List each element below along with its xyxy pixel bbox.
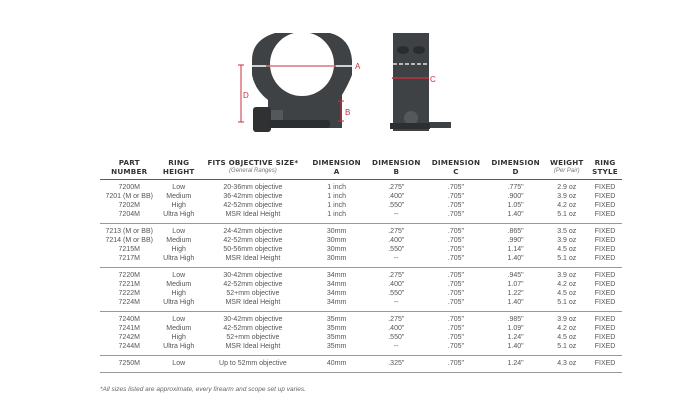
table-cell: Low: [172, 184, 186, 191]
table-cell: .705": [447, 272, 464, 279]
table-cell: --: [366, 342, 426, 356]
table-cell: High: [171, 334, 186, 341]
table-cell: 5.1 oz: [545, 342, 588, 356]
table-cell: FIXED: [594, 228, 616, 235]
table-cell: 3.9 oz: [557, 193, 577, 200]
table-cell: 3.9 oz: [557, 316, 577, 323]
table-cell: 3.5 oz: [557, 228, 577, 235]
table-cell: .275": [388, 228, 405, 235]
table-cell: FIXED: [594, 272, 616, 279]
table-row: [100, 312, 622, 325]
table-cell: Ultra High: [158, 210, 198, 224]
table-cell: 1.09": [507, 325, 524, 332]
table-cell: .705": [426, 254, 486, 268]
table-row: [100, 245, 622, 254]
table-cell: 4.5 oz: [557, 334, 577, 341]
table-cell: 4.2 oz: [557, 202, 577, 209]
table-cell: 35mm: [326, 334, 347, 341]
table-cell: Ultra High: [158, 342, 198, 356]
table-cell: .275": [388, 272, 405, 279]
table-cell: .400": [388, 325, 405, 332]
table-cell: 30mm: [307, 254, 367, 268]
table-cell: 1.40": [486, 254, 546, 268]
table-cell: 7215M: [118, 246, 140, 253]
table-cell: .705": [426, 210, 486, 224]
table-cell: 5.1 oz: [545, 254, 588, 268]
table-cell: FIXED: [588, 210, 622, 224]
table-cell: 36-42mm objective: [223, 193, 283, 200]
table-cell: High: [171, 246, 186, 253]
table-cell: 30-42mm objective: [223, 316, 283, 323]
table-cell: 7217M: [100, 254, 158, 268]
table-row: [100, 342, 622, 356]
table-header-row: [100, 158, 622, 180]
table-cell: Up to 52mm objective: [199, 356, 307, 373]
table-cell: .705": [447, 202, 464, 209]
col-part-number: PART NUMBER: [100, 158, 158, 180]
table-cell: .550": [388, 202, 405, 209]
front-view-ring: [238, 32, 361, 132]
table-cell: FIXED: [594, 184, 616, 191]
table-cell: FIXED: [594, 193, 616, 200]
table-cell: Medium: [166, 193, 192, 200]
table-cell: 4.2 oz: [557, 325, 577, 332]
table-cell: FIXED: [588, 342, 622, 356]
side-view-ring: [390, 33, 451, 131]
col-ring-height: RING HEIGHT: [158, 158, 198, 180]
table-cell: 2.9 oz: [557, 184, 577, 191]
table-cell: FIXED: [594, 246, 616, 253]
table-cell: .705": [447, 193, 464, 200]
table-cell: .705": [426, 356, 486, 373]
table-cell: 7244M: [100, 342, 158, 356]
table-cell: 7241M: [118, 325, 140, 332]
table-cell: --: [366, 210, 426, 224]
table-cell: FIXED: [594, 202, 616, 209]
table-cell: MSR Ideal Height: [199, 298, 307, 312]
table-cell: .705": [447, 184, 464, 191]
table-cell: .705": [426, 342, 486, 356]
table-cell: Low: [172, 272, 186, 279]
table-cell: 1.24": [486, 356, 546, 373]
table-cell: 1.14": [507, 246, 524, 253]
table-cell: 3.9 oz: [557, 272, 577, 279]
table-row: [100, 356, 622, 373]
table-cell: 7240M: [118, 316, 140, 323]
table-cell: 1.40": [486, 298, 546, 312]
svg-text:D: D: [243, 91, 249, 100]
table-row: [100, 333, 622, 342]
scope-ring-illustration: [0, 0, 700, 150]
table-cell: Medium: [166, 281, 192, 288]
table-cell: 35mm: [326, 325, 347, 332]
table-cell: 7213 (M or BB): [105, 228, 153, 235]
table-cell: 4.5 oz: [557, 290, 577, 297]
table-cell: .705": [447, 334, 464, 341]
table-row: [100, 180, 622, 193]
table-cell: 1.40": [486, 210, 546, 224]
col-ring-style: RING STYLE: [588, 158, 622, 180]
table-row: [100, 201, 622, 210]
table-cell: 7221M: [118, 281, 140, 288]
table-cell: .990": [507, 237, 524, 244]
table-cell: .985": [507, 316, 524, 323]
table-cell: MSR Ideal Height: [199, 254, 307, 268]
table-cell: 30mm: [326, 237, 347, 244]
table-cell: 42-52mm objective: [223, 202, 283, 209]
table-cell: .550": [388, 334, 405, 341]
table-cell: 1 inch: [327, 184, 346, 191]
table-cell: 1.05": [507, 202, 524, 209]
table-cell: 30mm: [326, 246, 347, 253]
table-cell: 30mm: [326, 228, 347, 235]
col-weight: WEIGHT (Per Pair): [545, 158, 588, 180]
table-cell: 7204M: [100, 210, 158, 224]
table-cell: FIXED: [588, 356, 622, 373]
table-row: [100, 192, 622, 201]
table-cell: .705": [447, 246, 464, 253]
table-cell: 40mm: [307, 356, 367, 373]
table-cell: 52+mm objective: [226, 290, 280, 297]
table-cell: FIXED: [594, 334, 616, 341]
table-cell: Ultra High: [158, 254, 198, 268]
table-cell: 7220M: [118, 272, 140, 279]
table-cell: Low: [172, 316, 186, 323]
table-row: [100, 210, 622, 224]
table-cell: FIXED: [588, 298, 622, 312]
table-cell: 7224M: [100, 298, 158, 312]
table-cell: 42-52mm objective: [223, 237, 283, 244]
table-cell: .900": [507, 193, 524, 200]
ring-diagrams: [0, 0, 700, 150]
table-cell: 7200M: [118, 184, 140, 191]
table-cell: .705": [447, 281, 464, 288]
table-cell: .705": [447, 325, 464, 332]
table-cell: 30-42mm objective: [223, 272, 283, 279]
table-cell: FIXED: [594, 316, 616, 323]
table-cell: 24-42mm objective: [223, 228, 283, 235]
table-cell: 7201 (M or BB): [105, 193, 153, 200]
table-cell: FIXED: [594, 290, 616, 297]
table-cell: FIXED: [588, 254, 622, 268]
table-cell: 35mm: [307, 342, 367, 356]
col-dimension-b: DIMENSION B: [366, 158, 426, 180]
table-cell: Medium: [166, 325, 192, 332]
table-row: [100, 298, 622, 312]
table-cell: .705": [447, 290, 464, 297]
table-cell: --: [366, 298, 426, 312]
table-cell: 34mm: [326, 272, 347, 279]
table-row: [100, 224, 622, 237]
table-row: [100, 268, 622, 281]
table-row: [100, 254, 622, 268]
table-cell: .400": [388, 281, 405, 288]
table-row: [100, 280, 622, 289]
table-cell: Ultra High: [158, 298, 198, 312]
table-cell: 50-56mm objective: [223, 246, 283, 253]
table-cell: .400": [388, 193, 405, 200]
table-cell: 1.40": [486, 342, 546, 356]
svg-text:C: C: [430, 75, 436, 84]
table-row: [100, 236, 622, 245]
table-cell: 1.22": [507, 290, 524, 297]
table-cell: 20-36mm objective: [223, 184, 283, 191]
table-cell: 42-52mm objective: [223, 281, 283, 288]
table-row: [100, 289, 622, 298]
table-cell: 7222M: [118, 290, 140, 297]
table-cell: High: [171, 290, 186, 297]
svg-text:B: B: [345, 108, 351, 117]
table-cell: Low: [158, 356, 198, 373]
table-cell: .550": [388, 290, 405, 297]
table-cell: --: [366, 254, 426, 268]
table-cell: 34mm: [307, 298, 367, 312]
table-cell: .775": [507, 184, 524, 191]
table-cell: .705": [447, 237, 464, 244]
table-cell: 7242M: [118, 334, 140, 341]
table-cell: .945": [507, 272, 524, 279]
table-cell: 34mm: [326, 281, 347, 288]
table-cell: High: [171, 202, 186, 209]
table-cell: 3.9 oz: [557, 237, 577, 244]
footnote: *All sizes listed are approximate, every firearm and scope set up varies.: [100, 386, 306, 393]
table-cell: .550": [388, 246, 405, 253]
table-cell: FIXED: [594, 237, 616, 244]
table-cell: .705": [426, 298, 486, 312]
table-cell: .865": [507, 228, 524, 235]
table-cell: 4.3 oz: [545, 356, 588, 373]
table-cell: 34mm: [326, 290, 347, 297]
table-cell: 1.24": [507, 334, 524, 341]
table-cell: .275": [388, 316, 405, 323]
table-cell: 4.5 oz: [557, 246, 577, 253]
table-cell: 7250M: [100, 356, 158, 373]
table-cell: .705": [447, 316, 464, 323]
table-cell: 5.1 oz: [545, 298, 588, 312]
table-body: [100, 180, 622, 373]
table-cell: MSR Ideal Height: [199, 210, 307, 224]
svg-text:A: A: [355, 62, 361, 71]
col-dimension-d: DIMENSION D: [486, 158, 546, 180]
col-dimension-a: DIMENSION A: [307, 158, 367, 180]
table-cell: Low: [172, 228, 186, 235]
table-cell: 5.1 oz: [545, 210, 588, 224]
table-cell: MSR Ideal Height: [199, 342, 307, 356]
table-cell: FIXED: [594, 325, 616, 332]
table-cell: FIXED: [594, 281, 616, 288]
col-objective-size: FITS OBJECTIVE SIZE* (General Ranges): [199, 158, 307, 180]
table-cell: 1 inch: [307, 210, 367, 224]
table-cell: 4.2 oz: [557, 281, 577, 288]
table-cell: 35mm: [326, 316, 347, 323]
table-row: [100, 324, 622, 333]
table-cell: 1 inch: [327, 202, 346, 209]
table-cell: 42-52mm objective: [223, 325, 283, 332]
table-cell: 7202M: [118, 202, 140, 209]
table-cell: 1.07": [507, 281, 524, 288]
table-cell: .705": [447, 228, 464, 235]
table-cell: .275": [388, 184, 405, 191]
table-cell: 7214 (M or BB): [105, 237, 153, 244]
table-cell: 52+mm objective: [226, 334, 280, 341]
table-cell: .400": [388, 237, 405, 244]
col-dimension-c: DIMENSION C: [426, 158, 486, 180]
table-cell: .325": [366, 356, 426, 373]
table-cell: 1 inch: [327, 193, 346, 200]
ring-spec-table: [100, 158, 622, 373]
table-cell: Medium: [166, 237, 192, 244]
